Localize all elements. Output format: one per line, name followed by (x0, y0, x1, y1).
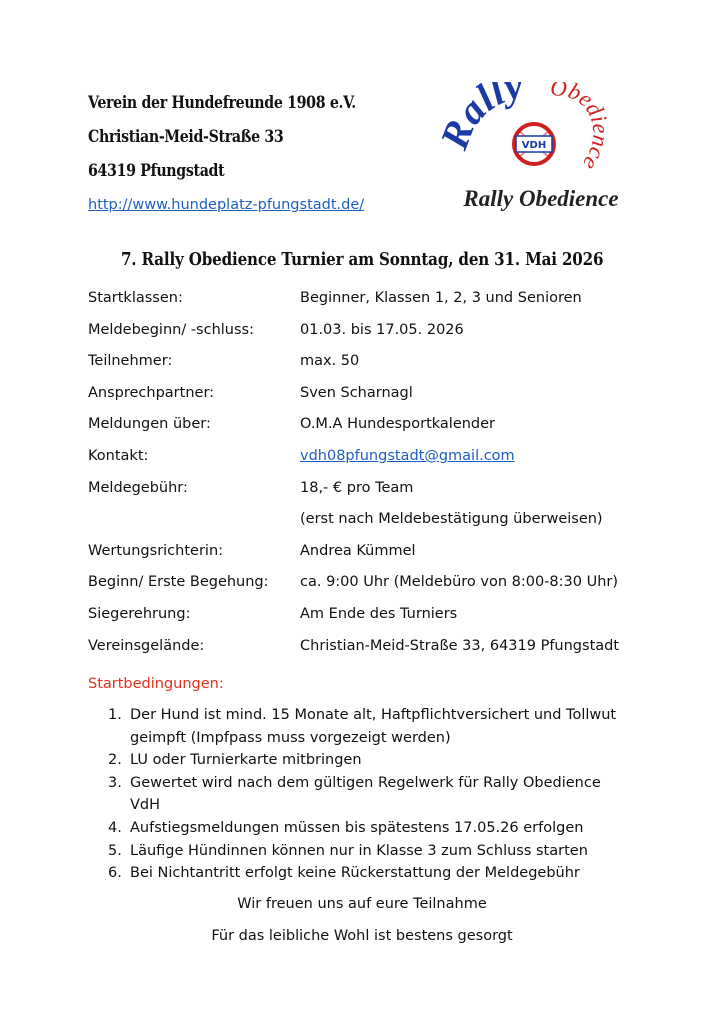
contact-email-link[interactable]: vdh08pfungstadt@gmail.com (300, 447, 515, 464)
detail-value: Am Ende des Turniers (300, 605, 458, 622)
detail-value: Sven Scharnagl (300, 384, 413, 401)
detail-value: Christian-Meid-Straße 33, 64319 Pfungstadt (300, 637, 620, 654)
detail-label: Beginn/ Erste Begehung: (88, 574, 269, 591)
logo-caption: Rally Obedience (463, 186, 619, 211)
detail-label: Meldegebühr: (88, 479, 188, 496)
club-name: Verein der Hundefreunde 1908 e.V. (88, 93, 356, 112)
requirements-heading: Startbedingungen: (88, 676, 224, 692)
list-item (108, 817, 628, 840)
list-item-text: Läufige Hündinnen können nur in Klasse 3 zum Schluss starten (130, 842, 588, 859)
logo-word-obedience: Obedience (549, 82, 614, 175)
list-item (108, 772, 628, 817)
detail-value: 01.03. bis 17.05. 2026 (300, 321, 464, 338)
list-item (108, 749, 628, 772)
list-item-number: 1. (108, 707, 122, 723)
closing-line-participation: Wir freuen uns auf eure Teilnahme (237, 896, 487, 912)
list-item-number: 6. (108, 865, 122, 882)
detail-value: 18,- € pro Team (300, 479, 414, 496)
logo-badge: VDH (521, 140, 547, 151)
svg-text:Obedience (550, 82, 614, 175)
logo-word-rally: ally (447, 82, 527, 133)
list-item (108, 704, 628, 749)
detail-label: Wertungsrichterin: (88, 542, 224, 559)
detail-value: (erst nach Meldebestätigung überweisen) (300, 511, 603, 528)
club-address (88, 86, 400, 220)
list-item-number: 2. (108, 752, 122, 769)
list-item-text: Der Hund ist mind. 15 Monate alt, Haftpflichtversichert und Tollwut geimpft (Impfpass muss vorgezeigt werden) (130, 707, 617, 746)
list-item-text: LU oder Turnierkarte mitbringen (130, 752, 362, 769)
detail-label: Startklassen: (88, 290, 183, 306)
club-street: Christian-Meid-Straße 33 (88, 127, 284, 146)
rally-obedience-logo (438, 82, 644, 222)
detail-value: O.M.A Hundesportkalender (300, 416, 496, 433)
rally-obedience-logo-graphic (438, 82, 644, 192)
list-item (108, 840, 628, 863)
detail-value: Beginner, Klassen 1, 2, 3 und Senioren (300, 290, 582, 306)
list-item-number: 4. (108, 819, 122, 836)
detail-value: max. 50 (300, 353, 360, 370)
page-title: 7. Rally Obedience Turnier am Sonntag, den 31. Mai 2026 (120, 249, 604, 270)
detail-label: Meldebeginn/ -schluss: (88, 321, 254, 338)
requirements-list (108, 704, 628, 885)
list-item-number: 5. (108, 842, 122, 859)
detail-value: Andrea Kümmel (300, 542, 416, 559)
detail-label: Kontakt: (88, 447, 149, 464)
list-item (108, 862, 628, 885)
detail-value: ca. 9:00 Uhr (Meldebüro von 8:00-8:30 Uhr) (300, 574, 619, 591)
detail-label: Siegerehrung: (88, 605, 191, 622)
detail-label: Teilnehmer: (88, 353, 173, 370)
list-item-text: Aufstiegsmeldungen müssen bis spätestens 17.05.26 erfolgen (130, 819, 584, 836)
website-link[interactable]: http://www.hundeplatz-pfungstadt.de/ (88, 197, 365, 213)
list-item-number: 3. (108, 774, 122, 791)
club-city: 64319 Pfungstadt (88, 161, 225, 180)
detail-label: Ansprechpartner: (88, 384, 215, 401)
list-item-text: Bei Nichtantritt erfolgt keine Rückerstattung der Meldegebühr (130, 865, 580, 882)
closing-line-catering: Für das leibliche Wohl ist bestens gesorgt (211, 928, 513, 944)
detail-label: Meldungen über: (88, 416, 211, 433)
detail-label: Vereinsgelände: (88, 637, 205, 654)
list-item-text: Gewertet wird nach dem gültigen Regelwerk für Rally Obedience VdH (130, 774, 601, 814)
